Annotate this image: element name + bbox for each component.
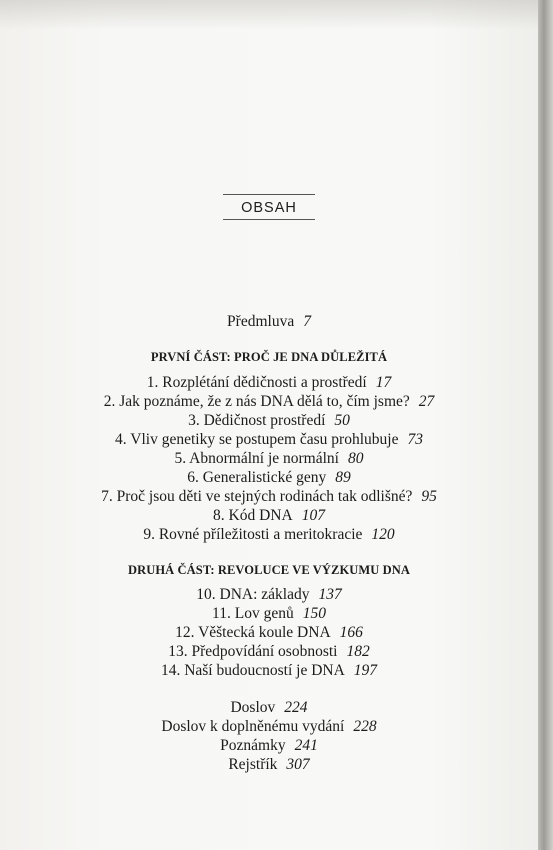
entry-page: 182 xyxy=(346,643,370,660)
entry-title: 10. DNA: základy xyxy=(196,586,310,603)
heading-container xyxy=(0,194,538,220)
entry-page: 228 xyxy=(353,718,377,735)
entry-title: 3. Dědičnost prostředí xyxy=(188,412,326,429)
toc-entry xyxy=(0,374,538,392)
entry-page: 137 xyxy=(318,586,342,603)
entry-page: 89 xyxy=(335,469,351,486)
entry-title: 13. Předpovídání osobnosti xyxy=(168,643,338,660)
part-one-title: PRVNÍ ČÁST: PROČ JE DNA DŮLEŽITÁ xyxy=(150,350,388,364)
toc-entry xyxy=(0,718,538,736)
toc-entry xyxy=(0,605,538,623)
toc-entry xyxy=(0,756,538,774)
toc-heading: OBSAH xyxy=(223,194,315,220)
toc-entry xyxy=(0,662,538,680)
entry-page: 73 xyxy=(407,431,423,448)
toc-entry xyxy=(0,412,538,430)
toc-entry-preface xyxy=(0,313,538,331)
entry-page: 150 xyxy=(302,605,326,622)
entry-title: 12. Věštecká koule DNA xyxy=(175,624,331,641)
toc-entry xyxy=(0,624,538,642)
entry-title: 6. Generalistické geny xyxy=(187,469,327,486)
toc-entry xyxy=(0,507,538,525)
entry-title: Poznámky xyxy=(220,737,286,754)
entry-title: 4. Vliv genetiky se postupem času prohlubuje xyxy=(115,431,399,448)
entry-title: 11. Lov genů xyxy=(212,605,294,622)
entry-title: Rejstřík xyxy=(228,756,278,773)
entry-page: 95 xyxy=(421,488,437,505)
toc-entry xyxy=(0,526,538,544)
entry-title: 14. Naší budoucností je DNA xyxy=(160,662,345,679)
toc-entry xyxy=(0,488,538,506)
entry-page: 166 xyxy=(339,624,363,641)
entry-title: 2. Jak poznáme, že z nás DNA dělá to, čím jsme? xyxy=(103,393,410,410)
entry-page: 197 xyxy=(353,662,378,679)
entry-title: 8. Kód DNA xyxy=(213,507,293,524)
entry-page: 224 xyxy=(284,699,308,716)
entry-title: 5. Abnormální je normální xyxy=(174,450,339,467)
entry-page: 80 xyxy=(347,450,364,467)
entry-title: Předmluva xyxy=(227,313,295,330)
toc-entry xyxy=(0,737,538,755)
entry-page: 27 xyxy=(418,393,435,410)
entry-page: 50 xyxy=(334,412,350,429)
toc-entry xyxy=(0,431,538,449)
entry-title: 1. Rozplétání dědičnosti a prostředí xyxy=(146,374,367,391)
entry-title: Doslov xyxy=(230,699,276,716)
toc-entry xyxy=(0,586,538,604)
entry-page: 17 xyxy=(375,374,392,391)
entry-page: 307 xyxy=(286,756,310,773)
part-two-title: DRUHÁ ČÁST: REVOLUCE VE VÝZKUMU DNA xyxy=(127,563,411,577)
entry-page: 7 xyxy=(303,313,311,330)
entry-title: Doslov k doplněnému vydání xyxy=(161,718,345,735)
page-top-shadow xyxy=(0,0,538,30)
entry-page: 241 xyxy=(294,737,318,754)
entry-page: 107 xyxy=(301,507,325,524)
entry-title: 9. Rovné příležitosti a meritokracie xyxy=(143,526,363,543)
toc-entry xyxy=(0,469,538,487)
toc-entry xyxy=(0,643,538,661)
entry-page: 120 xyxy=(371,526,395,543)
toc-entry xyxy=(0,699,538,717)
entry-title: 7. Proč jsou děti ve stejných rodinách tak odlišné? xyxy=(101,488,413,505)
toc-entry xyxy=(0,450,538,468)
page-edge xyxy=(538,0,553,850)
toc-entry xyxy=(0,393,538,411)
